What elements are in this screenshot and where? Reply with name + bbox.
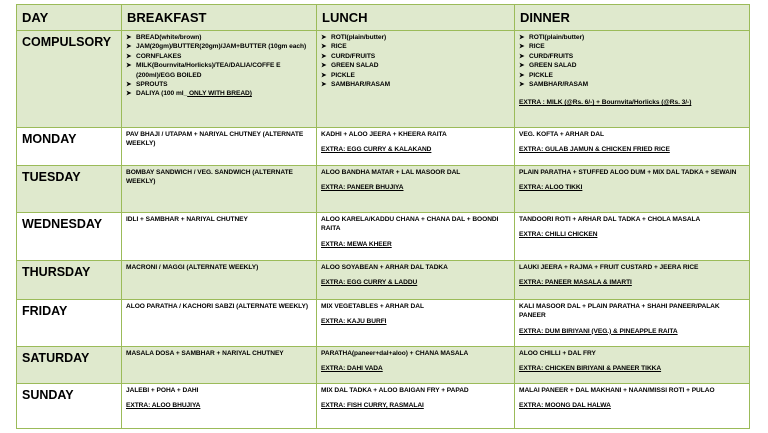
menu-text: TANDOORI ROTI + ARHAR DAL TADKA + CHOLA MASALA — [519, 216, 701, 223]
extra-text: EXTRA: MOONG DAL HALWA — [519, 402, 611, 410]
menu-text: MIX DAL TADKA + ALOO BAIGAN FRY + PAPAD — [321, 387, 469, 394]
lunch-cell — [317, 261, 515, 300]
list-item: ➤ ROTI(plain/butter) — [519, 33, 745, 42]
day-label: FRIDAY — [17, 300, 122, 347]
breakfast-cell — [122, 261, 317, 300]
list-item: ➤ BREAD(white/brown) — [126, 33, 312, 42]
dinner-cell — [515, 261, 750, 300]
list-item: ➤ ROTI(plain/butter) — [321, 33, 510, 42]
lunch-cell — [317, 213, 515, 261]
lunch-cell — [317, 166, 515, 213]
dinner-cell — [515, 213, 750, 261]
weekday-rows — [17, 128, 750, 429]
extra-text: EXTRA: EGG CURRY & LADDU — [321, 279, 418, 287]
menu-text: PARATHA(paneer+dal+aloo) + CHANA MASALA — [321, 350, 469, 357]
list-item: ➤ PICKLE — [519, 71, 745, 80]
mess-menu-table — [16, 4, 750, 429]
list-item: ➤ CORNFLAKES — [126, 52, 312, 61]
breakfast-cell — [122, 128, 317, 166]
lunch-cell — [317, 384, 515, 429]
menu-text: ALOO CHILLI + DAL FRY — [519, 350, 596, 357]
extra-text: EXTRA : MILK (@Rs. 6/-) + Bournvita/Horlicks (@Rs. 3/-) — [519, 99, 692, 107]
extra-text: EXTRA: ALOO BHUJIYA — [126, 402, 201, 410]
day-label: SATURDAY — [17, 347, 122, 384]
day-label: TUESDAY — [17, 166, 122, 213]
extra-text: EXTRA: ALOO TIKKI — [519, 184, 583, 192]
day-label: COMPULSORY — [17, 31, 122, 128]
table-row — [17, 213, 750, 261]
list-item: ➤ MILK(Bournvita/Horlicks)/TEA/DALIA/COFFE E (200ml)/EGG BOILED — [126, 61, 312, 80]
compulsory-breakfast-list — [126, 33, 312, 99]
list-item: ➤ RICE — [321, 42, 510, 51]
extra-text: EXTRA: MEWA KHEER — [321, 240, 392, 248]
header-dinner: DINNER — [515, 5, 750, 31]
dinner-cell — [515, 347, 750, 384]
list-item: ➤ SAMBHAR/RASAM — [519, 80, 745, 89]
breakfast-cell — [122, 300, 317, 347]
menu-text: MACRONI / MAGGI (ALTERNATE WEEKLY) — [126, 264, 259, 271]
lunch-cell — [317, 31, 515, 128]
list-text: DALIYA (100 ml_ — [136, 90, 188, 98]
compulsory-lunch-list — [321, 33, 510, 89]
dinner-cell — [515, 128, 750, 166]
menu-text: KADHI + ALOO JEERA + KHEERA RAITA — [321, 131, 447, 138]
table-row — [17, 261, 750, 300]
lunch-cell — [317, 300, 515, 347]
breakfast-cell — [122, 213, 317, 261]
menu-text: ALOO BANDHA MATAR + LAL MASOOR DAL — [321, 169, 461, 176]
menu-text: MIX VEGETABLES + ARHAR DAL — [321, 303, 424, 310]
lunch-cell — [317, 128, 515, 166]
table-row — [17, 166, 750, 213]
day-label: THURSDAY — [17, 261, 122, 300]
dinner-cell — [515, 31, 750, 128]
list-item: ➤ SPROUTS — [126, 80, 312, 89]
menu-text: MASALA DOSA + SAMBHAR + NARIYAL CHUTNEY — [126, 350, 284, 357]
dinner-cell — [515, 300, 750, 347]
breakfast-cell — [122, 31, 317, 128]
extra-text: EXTRA: CHICKEN BIRIYANI & PANEER TIKKA — [519, 365, 662, 373]
extra-text: EXTRA: KAJU BURFI — [321, 318, 387, 326]
menu-text: LAUKI JEERA + RAJMA + FRUIT CUSTARD + JEERA RICE — [519, 264, 699, 271]
header-row — [17, 5, 750, 31]
day-label: SUNDAY — [17, 384, 122, 429]
list-item: ➤ CURD/FRUITS — [519, 52, 745, 61]
day-label: MONDAY — [17, 128, 122, 166]
compulsory-dinner-list — [519, 33, 745, 89]
day-label: WEDNESDAY — [17, 213, 122, 261]
extra-text: EXTRA: DAHI VADA — [321, 365, 383, 373]
header-lunch: LUNCH — [317, 5, 515, 31]
header-breakfast: BREAKFAST — [122, 5, 317, 31]
menu-text: BOMBAY SANDWICH / VEG. SANDWICH (ALTERNATE WEEKLY) — [126, 169, 293, 186]
lunch-cell — [317, 347, 515, 384]
dinner-cell — [515, 166, 750, 213]
menu-text: PLAIN PARATHA + STUFFED ALOO DUM + MIX DAL TADKA + SEWAIN — [519, 169, 737, 176]
list-text-underlined: ONLY WITH BREAD) — [187, 90, 252, 98]
list-item: ➤ RICE — [519, 42, 745, 51]
list-item: ➤ CURD/FRUITS — [321, 52, 510, 61]
menu-text: IDLI + SAMBHAR + NARIYAL CHUTNEY — [126, 216, 248, 223]
dinner-cell — [515, 384, 750, 429]
menu-text: KALI MASOOR DAL + PLAIN PARATHA + SHAHI PANEER/PALAK PANEER — [519, 303, 720, 320]
menu-text: ALOO PARATHA / KACHORI SABZI (ALTERNATE WEEKLY) — [126, 303, 309, 310]
menu-text: VEG. KOFTA + ARHAR DAL — [519, 131, 604, 138]
list-item: ➤ GREEN SALAD — [321, 61, 510, 70]
breakfast-cell — [122, 166, 317, 213]
extra-text: EXTRA: GULAB JAMUN & CHICKEN FRIED RICE — [519, 146, 670, 154]
list-item: ➤ SAMBHAR/RASAM — [321, 80, 510, 89]
extra-text: EXTRA: DUM BIRIYANI (VEG.) & PINEAPPLE RAITA — [519, 327, 678, 335]
compulsory-row — [17, 31, 750, 128]
list-item: ➤ JAM(20gm)/BUTTER(20gm)/JAM+BUTTER (10gm each) — [126, 42, 312, 51]
extra-text: EXTRA: CHILLI CHICKEN — [519, 231, 598, 239]
list-item — [126, 89, 312, 98]
menu-text: MALAI PANEER + DAL MAKHANI + NAAN/MISSI ROTI + PULAO — [519, 387, 715, 394]
table-row — [17, 347, 750, 384]
breakfast-cell — [122, 347, 317, 384]
menu-text: ALOO KARELA/KADDU CHANA + CHANA DAL + BOONDI RAITA — [321, 216, 499, 233]
menu-text: PAV BHAJI / UTAPAM + NARIYAL CHUTNEY (ALTERNATE WEEKLY) — [126, 131, 304, 148]
extra-text: EXTRA: FISH CURRY, RASMALAI — [321, 402, 424, 410]
list-item: ➤ PICKLE — [321, 71, 510, 80]
breakfast-cell — [122, 384, 317, 429]
list-item: ➤ GREEN SALAD — [519, 61, 745, 70]
header-day: DAY — [17, 5, 122, 31]
menu-text: ALOO SOYABEAN + ARHAR DAL TADKA — [321, 264, 448, 271]
extra-text: EXTRA: PANEER MASALA & IMARTI — [519, 279, 632, 287]
extra-text: EXTRA: EGG CURRY & KALAKAND — [321, 146, 432, 154]
menu-text: JALEBI + POHA + DAHI — [126, 387, 199, 394]
table-row — [17, 128, 750, 166]
table-row — [17, 384, 750, 429]
extra-text: EXTRA: PANEER BHUJIYA — [321, 184, 404, 192]
table-row — [17, 300, 750, 347]
